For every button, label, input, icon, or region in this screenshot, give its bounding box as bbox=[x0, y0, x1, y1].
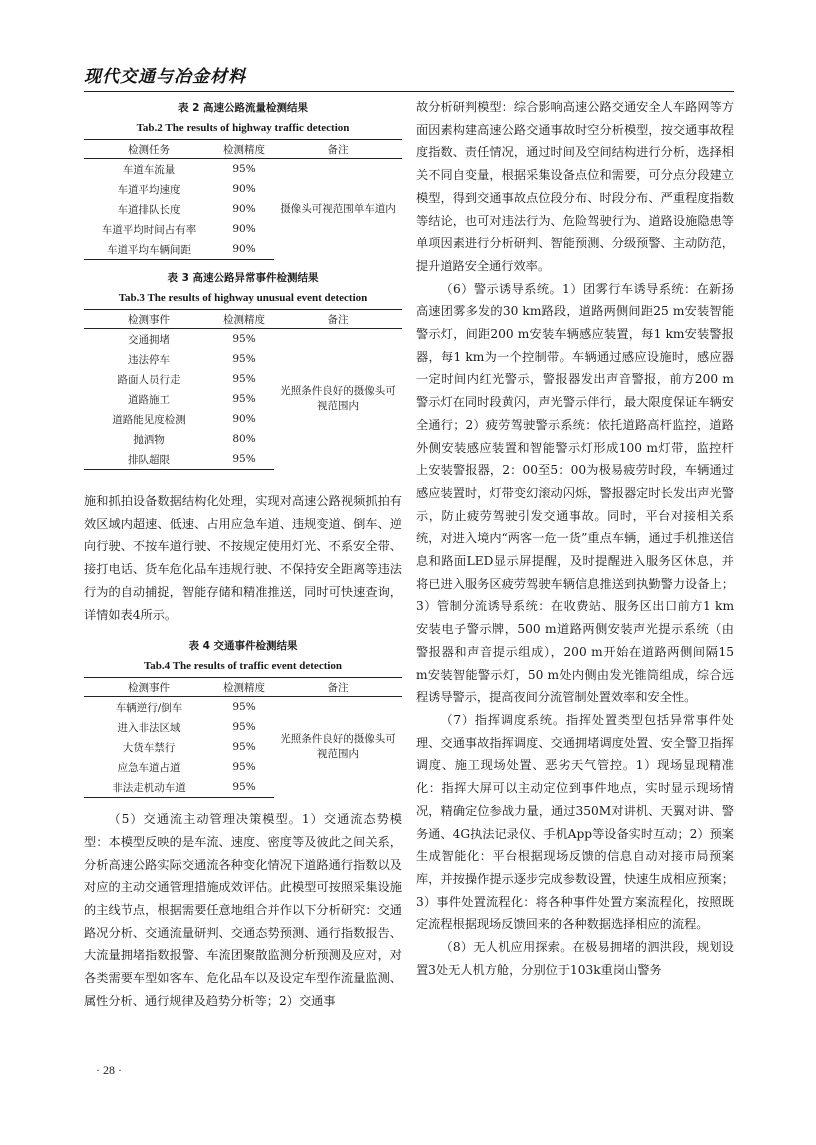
cell-item: 车道车流量 bbox=[122, 163, 176, 176]
right-column bbox=[416, 96, 734, 981]
cell-accuracy: 95% bbox=[232, 373, 256, 385]
cell-item: 道路施工 bbox=[128, 393, 170, 406]
cell-accuracy: 95% bbox=[214, 777, 274, 798]
column-header: 检测任务 bbox=[84, 140, 214, 159]
body-paragraph: （5）交通流主动管理决策模型。1）交通流态势模型：本模型反映的是车流、速度、密度等及彼此之间关系，分析高速公路实际交通流各种变化情况下道路通行指数以及对应的主动交通管理措施成效评估。此模型可按照采集设施的主线节点，根据需要任意地组合并作以下分析研究：交通路况分析、交通流量研判、交通态势预测、通行指数报告、大流量拥堵指数报警、车流团聚散监测分析预测及应对，对各类需要车型如客车、危化品车以及设定车型作流量监测、属性分析、通行规律及趋势分析等；2）交通事 bbox=[84, 812, 402, 1008]
cell-accuracy: 95% bbox=[232, 721, 256, 734]
column-header: 检测精度 bbox=[214, 678, 274, 697]
cell-item: 路面人员行走 bbox=[117, 373, 181, 386]
column-header: 检测精度 bbox=[214, 140, 274, 159]
cell-accuracy: 95% bbox=[232, 393, 256, 405]
cell-item: 道路能见度检测 bbox=[112, 413, 186, 426]
cell-item: 进入非法区域 bbox=[117, 721, 181, 734]
column-header: 检测事件 bbox=[84, 678, 214, 697]
table-3 bbox=[84, 272, 402, 470]
column-header: 备注 bbox=[274, 310, 402, 329]
table-caption-en: Tab.2 The results of highway traffic detection bbox=[136, 122, 350, 134]
cell-note: 光照条件良好的摄像头可视范围内 bbox=[280, 385, 396, 413]
table-2 bbox=[84, 102, 402, 260]
column-header: 检测精度 bbox=[214, 310, 274, 329]
cell-note: 摄像头可视范围单车道内 bbox=[280, 202, 396, 215]
cell-item: 车道排队长度 bbox=[117, 203, 181, 216]
data-table bbox=[84, 677, 402, 798]
cell-item: 车道平均时间占有率 bbox=[101, 223, 197, 236]
cell-item: 车辆逆行/倒车 bbox=[115, 701, 183, 714]
cell-accuracy: 90% bbox=[214, 239, 274, 260]
column-header: 检测事件 bbox=[84, 310, 214, 329]
table-caption-en: Tab.4 The results of traffic event detection bbox=[143, 660, 343, 673]
body-paragraph: （7）指挥调度系统。指挥处置类型包括异常事件处理、交通事故指挥调度、交通拥堵调度处置、安全警卫指挥调度、施工现场处置、恶劣天气管控。1）现场显现精准化：指挥大屏可以主动定位到事件地点，实时显示现场情况，精确定位参战力量，通过350M对讲机、天翼对讲、警务通、4G执法记录仪、手机App等设备实时互动；2）预案生成智能化：平台根据现场反馈的信息自动对接市局预案库，并按操作提示逐步完成参数设置，快速生成相应预案；3）事件处置流程化：将各种事件处置方案流程化，按照既定流程根据现场反馈回来的各种数据选择相应的流程。 bbox=[416, 712, 734, 932]
body-paragraph: 故分析研判模型：综合影响高速公路交通安全人车路网等方面因素构建高速公路交通事故时空分析模型，按交通事故程度指数、责任情况，通过时间及空间结构进行分析，选择相关不同自变量，根据采集设备点位和需要，可分点分段建立模型，得到交通事故点位段分布、时段分布、严重程度指数等结论，也可对违法行为、危险驾驶行为、道路设施隐患等单项因素进行分析研判、智能预测、分级预警、主动防范，提升道路安全通行效率。 bbox=[416, 100, 734, 273]
page-number: · 28 · bbox=[96, 1063, 122, 1077]
cell-item: 非法走机动车道 bbox=[84, 777, 214, 798]
column-header: 备注 bbox=[274, 140, 402, 159]
cell-accuracy: 90% bbox=[232, 223, 256, 235]
cell-accuracy: 90% bbox=[232, 203, 256, 215]
table-caption-en: Tab.3 The results of highway unusual event detection bbox=[118, 292, 368, 304]
data-table bbox=[84, 309, 402, 470]
header-rule bbox=[84, 91, 734, 92]
table-row bbox=[84, 697, 402, 718]
cell-accuracy: 95% bbox=[232, 353, 256, 365]
journal-title: 现代交通与冶金材料 bbox=[84, 67, 246, 87]
table-caption-zh: 表 3 高速公路异常事件检测结果 bbox=[167, 272, 319, 284]
cell-accuracy: 95% bbox=[214, 449, 274, 470]
cell-item: 交通拥堵 bbox=[128, 333, 170, 346]
cell-item: 抛洒物 bbox=[133, 433, 165, 446]
cell-item: 应急车道占道 bbox=[117, 761, 181, 774]
cell-accuracy: 80% bbox=[232, 433, 256, 445]
cell-item: 排队超限 bbox=[84, 449, 214, 470]
table-4 bbox=[84, 640, 402, 798]
cell-item: 违法停车 bbox=[128, 353, 170, 366]
cell-accuracy: 95% bbox=[232, 163, 256, 175]
cell-accuracy: 90% bbox=[232, 183, 256, 195]
table-caption-zh: 表 4 交通事件检测结果 bbox=[188, 640, 298, 653]
data-table bbox=[84, 139, 402, 260]
cell-note: 光照条件良好的摄像头可视范围内 bbox=[280, 733, 396, 761]
body-paragraph: （8）无人机应用探索。在极易拥堵的泗洪段，规划设置3处无人机方舱，分别位于103k重岗山警务 bbox=[416, 940, 734, 977]
table-row bbox=[84, 159, 402, 180]
body-paragraph: （6）警示诱导系统。1）团雾行车诱导系统：在新扬高速团雾多发的30 km路段，道路两侧间距25 m安装智能警示灯，间距200 m安装车辆感应装置，每1 km安装警报器，每1 km为一个控制带。车辆通过感应设施时，感应器一定时间内红光警示，警报器发出声音警报，前方200 m警示灯在同时段黄闪，声光警示伴行，最大限度保证车辆安全通行；2）疲劳驾驶警示系统：依托道路高杆监控，道路外侧安装感应装置和智能警示灯形成100 m灯带，监控杆上安装警报器，2：00至5：00为极易疲劳时段，车辆通过感应装置时，灯带变幻滚动闪烁，警报器定时长发出声光警示，防止疲劳驾驶引发交通事故。同时，平台对接相关系统，对进入境内“两客一危一货”重点车辆，通过手机推送信息和路面LED显示屏提醒，及时提醒进入服务区休息，并将已进入服务区疲劳驾驶车辆信息推送到执勤警力设备上；3）管制分流诱导系统：在收费站、服务区出口前方1 km安装电子警示牌，500 m道路两侧安装声光提示系统（由警报器和声音提示组成），200 m开始在道路两侧间隔15 m安装智能警示灯，50 m处内侧由发光锥筒组成，综合远程诱导警示，提高夜间分流管制处置效率和安全性。 bbox=[416, 281, 734, 705]
column-header: 备注 bbox=[274, 678, 402, 697]
cell-item: 大货车禁行 bbox=[122, 741, 176, 754]
cell-item: 车道平均速度 bbox=[117, 183, 181, 196]
cell-accuracy: 90% bbox=[232, 413, 256, 425]
cell-item: 车道平均车辆间距 bbox=[84, 239, 214, 260]
table-caption-zh: 表 2 高速公路流量检测结果 bbox=[177, 102, 309, 114]
cell-accuracy: 95% bbox=[232, 701, 256, 714]
left-column bbox=[84, 96, 402, 1013]
table-row bbox=[84, 329, 402, 350]
body-paragraph: 施和抓拍设备数据结构化处理，实现对高速公路视频抓拍有效区域内超速、低速、占用应急车道、违规变道、倒车、逆向行驶、不按车道行驶、不按规定使用灯光、不系安全带、接打电话、货车危化品车违规行驶、不保持安全距离等违法行为的自动捕捉，智能存储和精准推送，同时可快速查询，详情如表4所示。 bbox=[84, 494, 402, 622]
cell-accuracy: 95% bbox=[232, 761, 256, 774]
cell-accuracy: 95% bbox=[232, 333, 256, 345]
cell-accuracy: 95% bbox=[232, 741, 256, 754]
